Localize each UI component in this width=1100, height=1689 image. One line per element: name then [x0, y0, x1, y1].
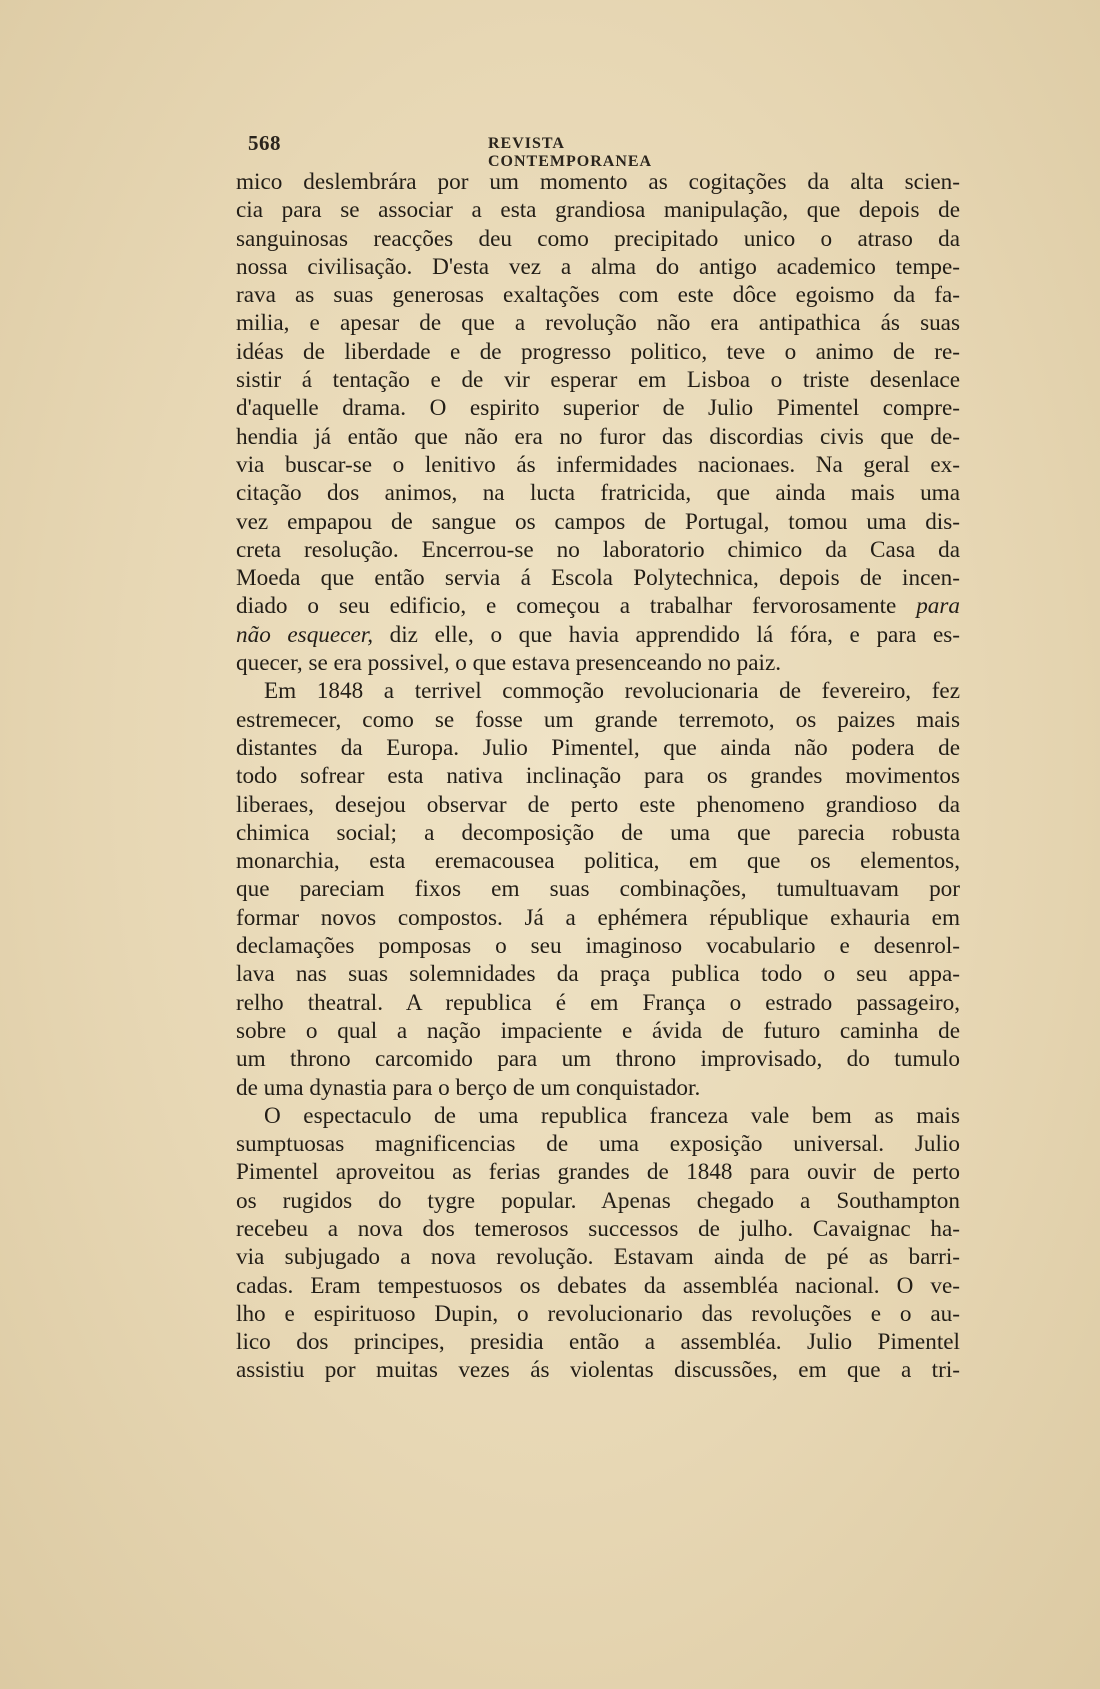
italic-word: para [916, 593, 961, 620]
running-title: REVISTA CONTEMPORANEA [488, 135, 653, 170]
text-line: que pareciam fixos em suas combinações, tumultuavam por [236, 876, 960, 903]
text-line: declamações pomposas o seu imaginoso vocabulario e desenrol- [236, 933, 960, 960]
text-line: rava as suas generosas exaltações com este dôce egoismo da fa- [236, 282, 960, 309]
text-line: de uma dynastia para o berço de um conquistador. [236, 1074, 701, 1101]
text-line: nossa civilisação. D'esta vez a alma do antigo academico tempe- [236, 253, 960, 280]
text-line: liberaes, desejou observar de perto este phenomeno grandioso da [236, 791, 960, 818]
text-line-with-italic [236, 621, 960, 649]
text-line: lho e espirituoso Dupin, o revolucionario das revoluções e o au- [236, 1300, 960, 1327]
text-line: mico deslembrára por um momento as cogitações da alta scien- [236, 169, 960, 195]
text-line-with-italic [236, 592, 960, 620]
text-line: cadas. Eram tempestuosos os debates da assembléa nacional. O ve- [236, 1272, 960, 1299]
text-line: idéas de liberdade e de progresso politico, teve o animo de re- [236, 338, 960, 365]
text-line: todo sofrear esta nativa inclinação para os grandes movimentos [236, 763, 960, 790]
text-line: os rugidos do tygre popular. Apenas chegado a Southampton [236, 1187, 960, 1214]
text-line: recebeu a nova dos temerosos successos de julho. Cavaignac ha- [236, 1215, 960, 1242]
text-line: sumptuosas magnificencias de uma exposição universal. Julio [236, 1131, 960, 1158]
paragraph-first-line: O espectaculo de uma republica franceza vale bem as mais [264, 1102, 960, 1129]
text-line: distantes da Europa. Julio Pimentel, que ainda não podera de [236, 734, 960, 761]
text-line: quecer, se era possivel, o que estava presenceando no paiz. [236, 650, 782, 677]
text-line: um throno carcomido para um throno improvisado, do tumulo [236, 1046, 960, 1073]
text-line: lico dos principes, presidia então a assembléa. Julio Pimentel [236, 1329, 960, 1356]
text-line: lava nas suas solemnidades da praça publica todo o seu appa- [236, 961, 960, 988]
text-line: citação dos animos, na lucta fratricida, que ainda mais uma [236, 480, 960, 507]
text-line: assistiu por muitas vezes ás violentas discussões, em que a tri- [236, 1357, 960, 1384]
text-line: Moeda que então servia á Escola Polytechnica, depois de incen- [236, 565, 960, 592]
paragraph-first-line: Em 1848 a terrivel commoção revolucionaria de fevereiro, fez [264, 678, 960, 705]
text-line: via subjugado a nova revolução. Estavam ainda de pé as barri- [236, 1244, 960, 1271]
text-line: relho theatral. A republica é em França o estrado passageiro, [236, 989, 960, 1016]
page-number: 568 [248, 131, 281, 155]
italic-phrase: não esquecer, [236, 621, 374, 648]
text-line: Pimentel aproveitou as ferias grandes de 1848 para ouvir de perto [236, 1159, 960, 1186]
text-line: formar novos compostos. Já a ephémera république exhauria em [236, 904, 960, 931]
text-line: sobre o qual a nação impaciente e ávida de futuro caminha de [236, 1017, 960, 1044]
text-line: sistir á tentação e de vir esperar em Lisboa o triste desenlace [236, 367, 960, 394]
text-line: via buscar-se o lenitivo ás infermidades nacionaes. Na geral ex- [236, 451, 960, 478]
text-line: chimica social; a decomposição de uma que parecia robusta [236, 819, 960, 846]
text-line: cia para se associar a esta grandiosa manipulação, que depois de [236, 197, 960, 224]
text-line: vez empapou de sangue os campos de Portugal, tomou uma dis- [236, 508, 960, 535]
page-header [248, 131, 728, 170]
text-line: monarchia, esta eremacousea politica, em que os elementos, [236, 848, 960, 875]
text-line: estremecer, como se fosse um grande terremoto, os paizes mais [236, 706, 960, 733]
text-line: d'aquelle drama. O espirito superior de Julio Pimentel compre- [236, 395, 960, 422]
text-segment: diz elle, o que havia apprendido lá fóra, e para es- [389, 621, 960, 648]
text-line: creta resolução. Encerrou-se no laboratorio chimico da Casa da [236, 536, 960, 563]
text-line: sanguinosas reacções deu como precipitado unico o atraso da [236, 225, 960, 252]
text-line: hendia já então que não era no furor das discordias civis que de- [236, 423, 960, 450]
text-line: milia, e apesar de que a revolução não era antipathica ás suas [236, 310, 960, 337]
body-text [236, 168, 960, 1385]
text-segment: diado o seu edificio, e começou a trabalhar fervorosamente [236, 593, 897, 620]
